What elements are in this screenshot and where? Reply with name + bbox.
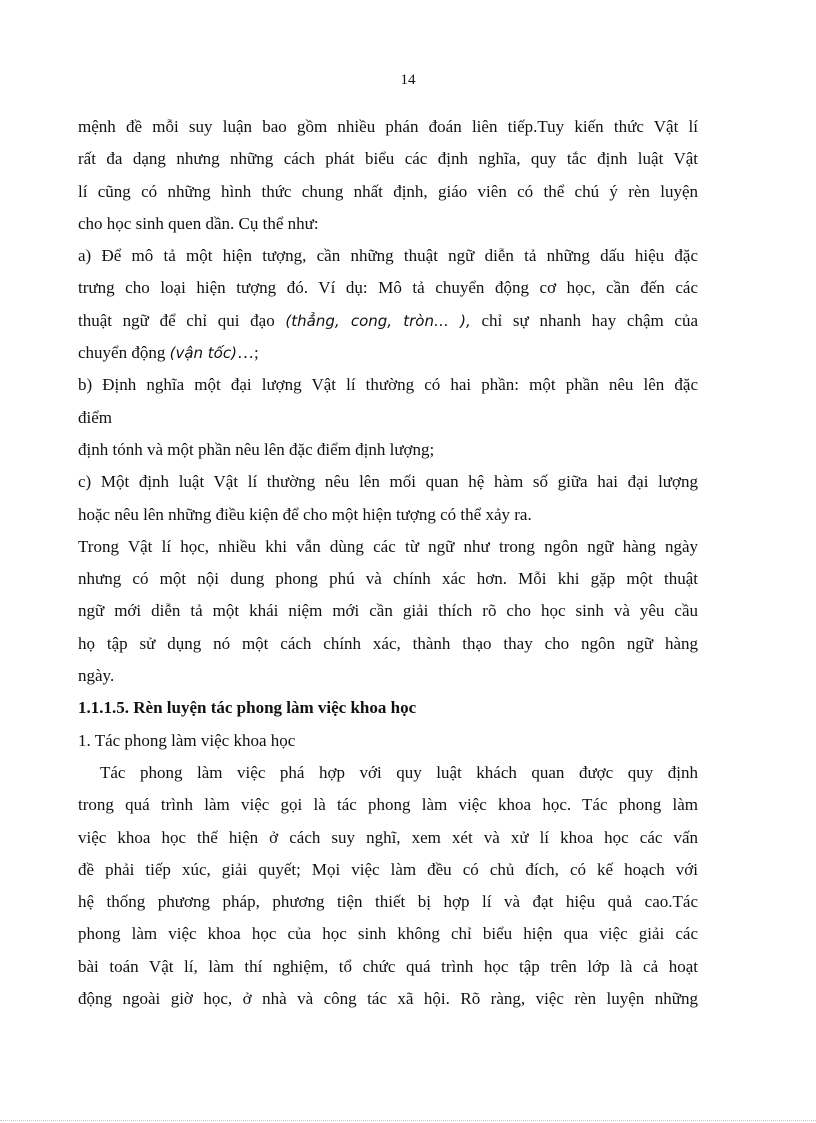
paragraph-line [78, 305, 698, 337]
paragraph-line: ngữ mới diễn tả một khái niệm mới cần giải thích rõ cho học sinh và yêu cầu [78, 601, 698, 621]
body-text [78, 111, 698, 1015]
paragraph-line: việc khoa học thể hiện ở cách suy nghĩ, xem xét và xử lí khoa học các vấn [78, 827, 698, 847]
paragraph-line: lí cũng có những hình thức chung nhất định, giáo viên có thể chú ý rèn luyện [78, 181, 698, 201]
italic-text: (thẳng, cong, tròn… ), [285, 311, 471, 330]
text-run: …; [236, 343, 259, 363]
paragraph-line: hoặc nêu lên những điều kiện để cho một hiện tượng có thể xảy ra. [78, 504, 532, 524]
subsection-heading: 1. Tác phong làm việc khoa học [78, 730, 296, 750]
paragraph-line: Tác phong làm việc phá hợp với quy luật khách quan được quy định [100, 762, 698, 782]
text-run: thuật ngữ để chỉ qui đạo [78, 310, 286, 330]
page-number: 14 [400, 72, 416, 88]
paragraph-line: Trong Vật lí học, nhiều khi vẫn dùng các từ ngữ như trong ngôn ngữ hàng ngày [78, 536, 698, 556]
paragraph-line [78, 337, 698, 369]
paragraph-line: b) Định nghĩa một đại lượng Vật lí thường có hai phần: một phần nêu lên đặc [78, 375, 698, 395]
paragraph-line: trưng cho loại hiện tượng đó. Ví dụ: Mô tả chuyển động cơ học, cần đến các [78, 278, 698, 298]
paragraph-line: ngày. [78, 666, 115, 686]
paragraph-line: điểm [78, 407, 112, 427]
paragraph-line: họ tập sử dụng nó một cách chính xác, thành thạo thay cho ngôn ngữ hàng [78, 633, 698, 653]
paragraph-line: mệnh đề mỗi suy luận bao gồm nhiều phán đoán liên tiếp.Tuy kiến thức Vật lí [78, 117, 698, 136]
paragraph-line: nhưng có một nội dung phong phú và chính xác hơn. Mỗi khi gặp một thuật [78, 569, 698, 589]
paragraph-line: trong quá trình làm việc gọi là tác phong làm việc khoa học. Tác phong làm [78, 795, 698, 815]
paragraph-line: bài toán Vật lí, làm thí nghiệm, tổ chức quá trình học tập trên lớp là cả hoạt [78, 956, 698, 976]
paragraph-line: đề phải tiếp xúc, giải quyết; Mọi việc làm đều có chủ đích, có kế hoạch với [78, 859, 698, 879]
page-edge-divider [0, 1120, 816, 1121]
paragraph-line: phong làm việc khoa học của học sinh không chỉ biểu hiện qua việc giải các [78, 924, 698, 944]
text-run: chỉ sự nhanh hay chậm của [470, 310, 698, 330]
section-heading: 1.1.1.5. Rèn luyện tác phong làm việc khoa học [78, 698, 417, 718]
paragraph-line: c) Một định luật Vật lí thường nêu lên mối quan hệ hàm số giữa hai đại lượng [78, 472, 698, 492]
paragraph-line: cho học sinh quen dần. Cụ thể như: [78, 213, 319, 233]
paragraph-line: hệ thống phương pháp, phương tiện thiết bị hợp lí và đạt hiệu quả cao.Tác [78, 892, 698, 912]
paragraph-line: rất đa dạng nhưng những cách phát biểu các định nghĩa, quy tắc định luật Vật [78, 149, 698, 169]
paragraph-line: a) Để mô tả một hiện tượng, cần những thuật ngữ diễn tả những dấu hiệu đặc [78, 246, 698, 266]
text-run: chuyển động [78, 343, 170, 363]
paragraph-line: định tónh và một phần nêu lên đặc điểm định lượng; [78, 439, 435, 459]
italic-text: (vận tốc) [169, 344, 237, 363]
paragraph-line: động ngoài giờ học, ở nhà và công tác xã hội. Rõ ràng, việc rèn luyện những [78, 989, 698, 1009]
